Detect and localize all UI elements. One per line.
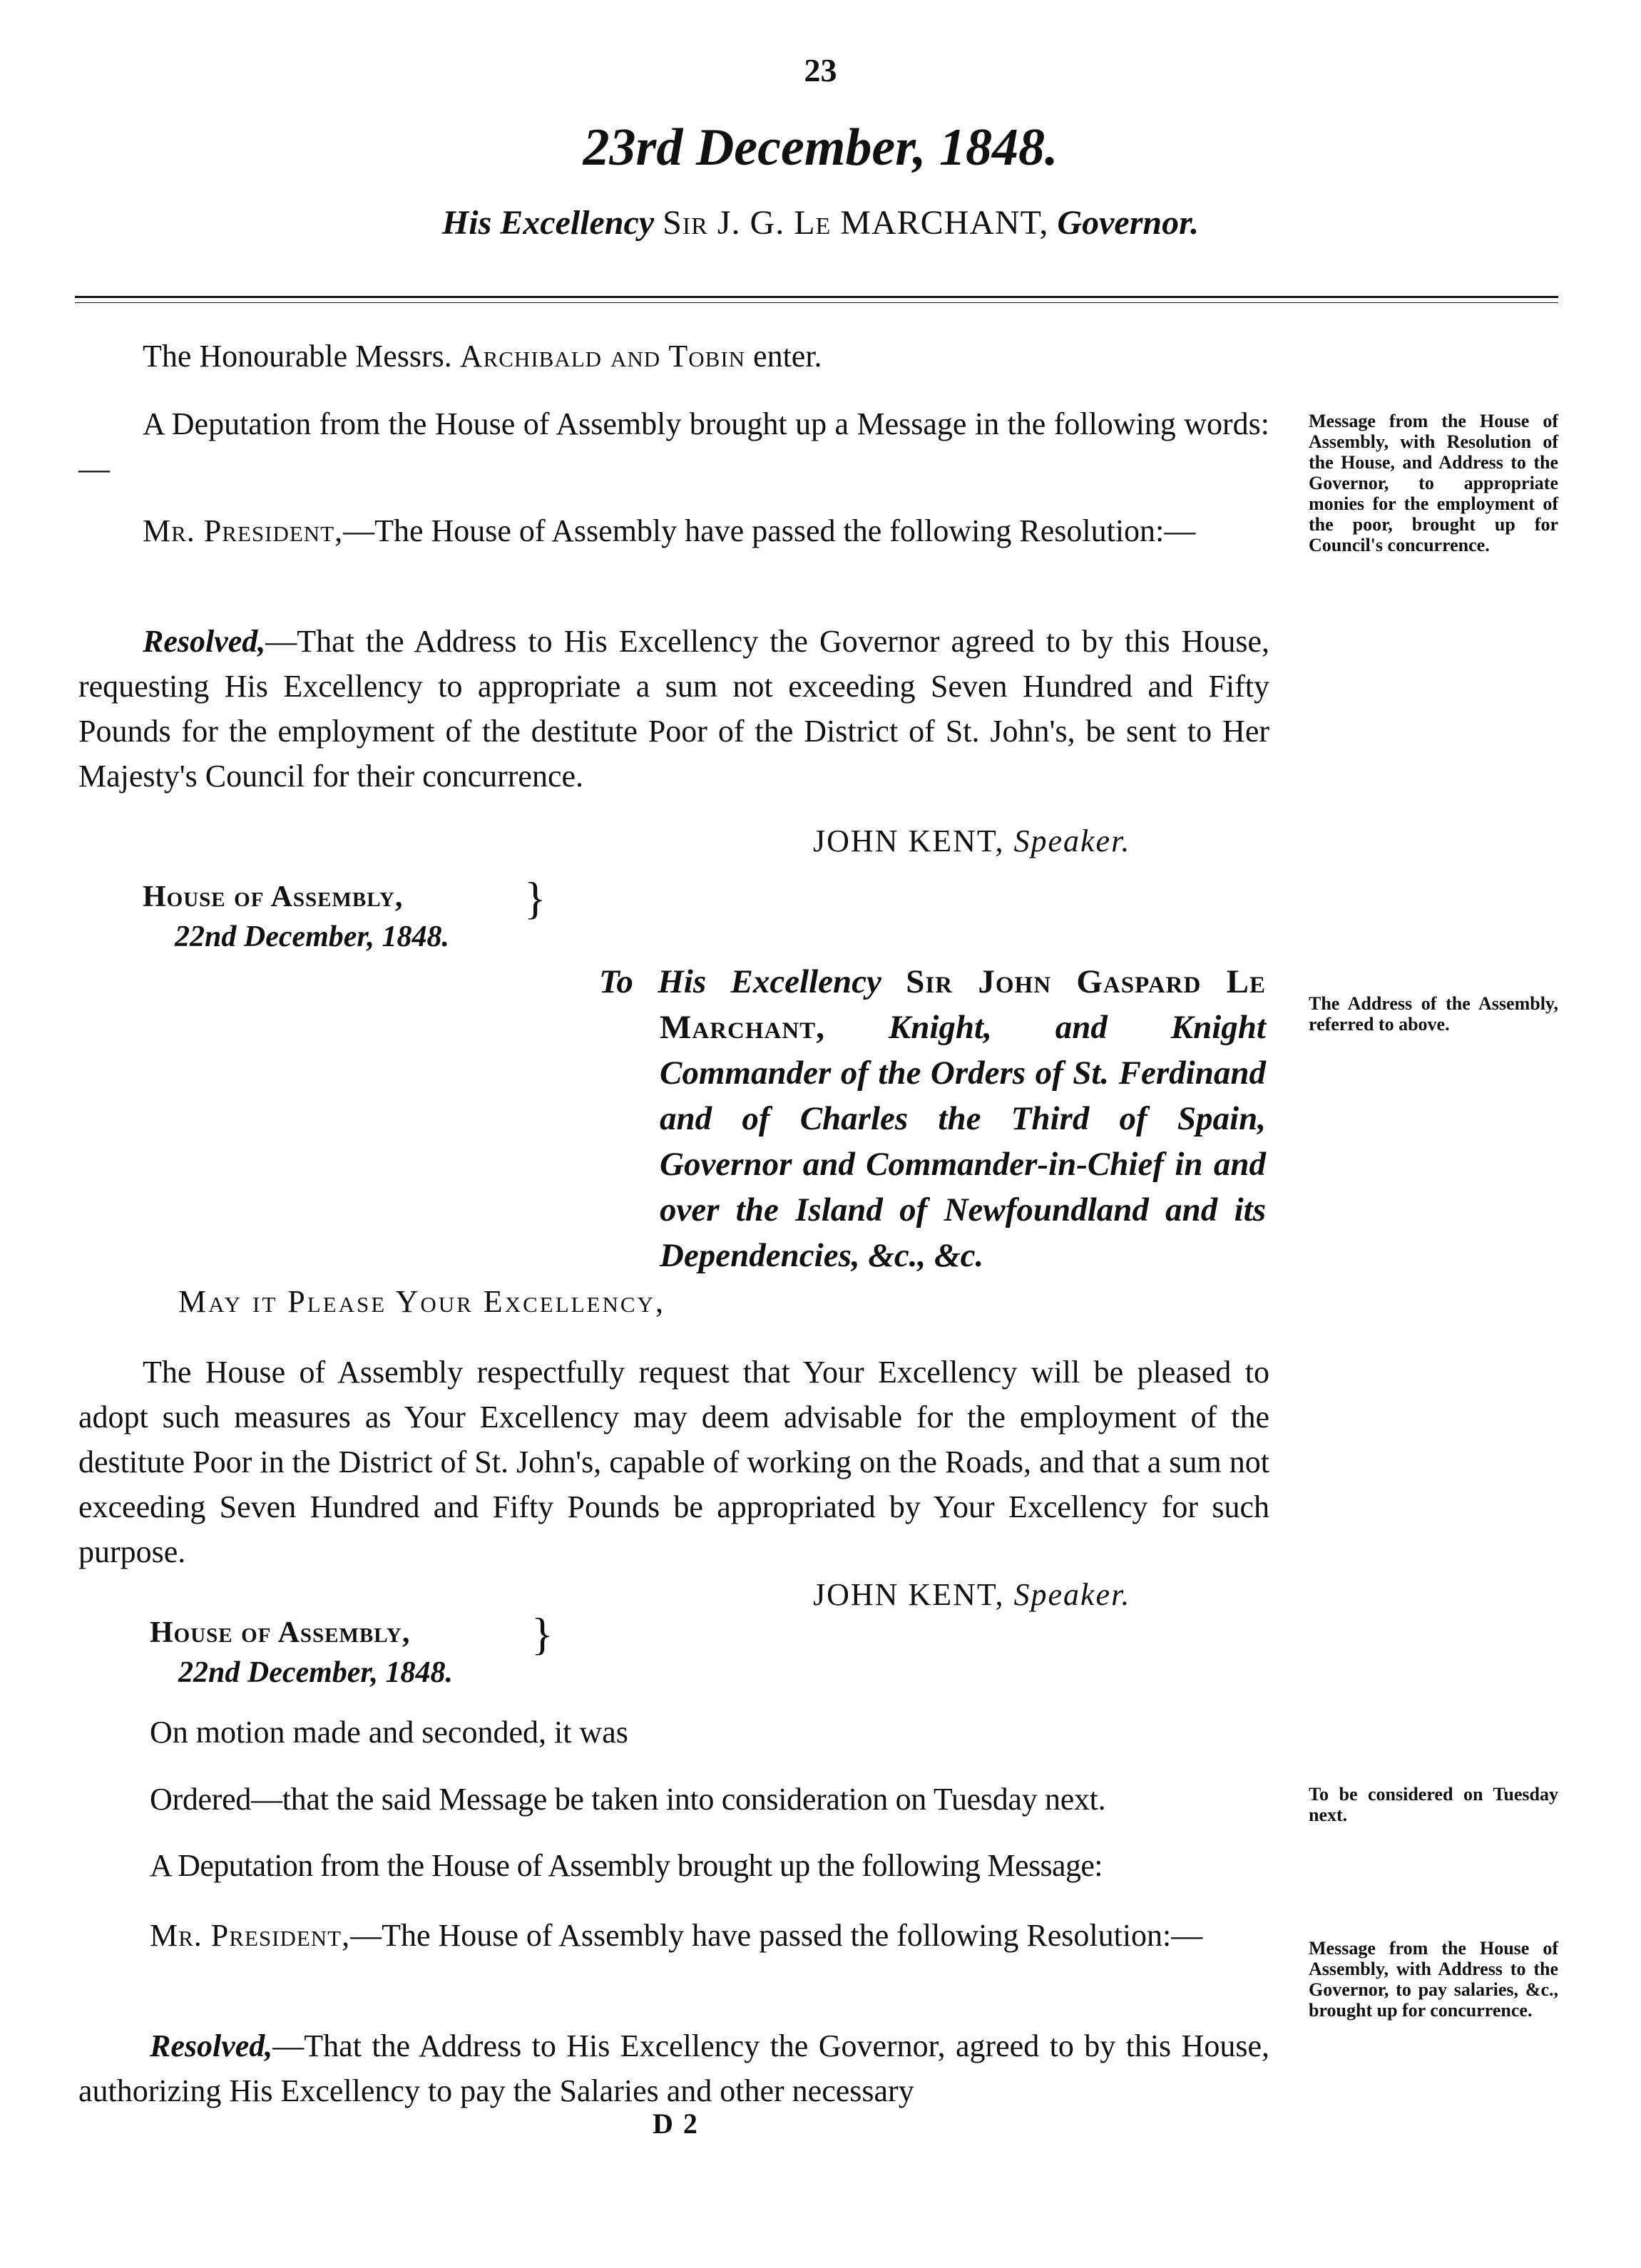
governor-prefix: His Excellency <box>441 204 655 242</box>
margin-note-4: Message from the House of Assembly, with Address to the Governor, to pay salaries, &c., brought up for concurrence. <box>1309 1938 1558 2021</box>
ordered-line: Ordered—that the said Message be taken into consideration on Tuesday next. <box>150 1782 1106 1817</box>
resolved-lead-1: Resolved, <box>143 624 266 659</box>
salutation: May it Please Your Excellency, <box>178 1284 665 1319</box>
house-dateline-2 <box>150 1613 453 1693</box>
house-2-line1: House of Assembly, <box>150 1616 411 1649</box>
members-tail: enter. <box>753 339 822 374</box>
members-names: Archibald and Tobin <box>459 339 746 374</box>
president-paragraph-2 <box>78 1913 1269 1958</box>
header-rule-thin <box>75 302 1558 303</box>
members-enter <box>143 334 1269 379</box>
president-lead-1: Mr. President, <box>143 513 344 548</box>
signature-title-2: Speaker. <box>1013 1577 1131 1612</box>
brace-1: } <box>524 873 546 923</box>
house-dateline-1 <box>143 877 449 957</box>
motion-line: On motion made and seconded, it was <box>150 1715 628 1750</box>
brace-2: } <box>531 1608 553 1659</box>
deputation-paragraph-2: A Deputation from the House of Assembly brought up the following Message: <box>150 1848 1103 1883</box>
house-1-line1: House of Assembly, <box>143 881 404 913</box>
address-rest: Knight, and Knight Commander of the Orders of St. Ferdinand and of Charles the Third of Spain, Governor and Commander-in-Chief in and over the Island of Newfoundland and its Dependencies, &c., &c. <box>660 1009 1266 1274</box>
margin-note-2: The Address of the Assembly, referred to above. <box>1309 993 1558 1035</box>
address-name: Sir John Gaspard Le Marchant, <box>660 963 1266 1046</box>
house-1-line2: 22nd December, 1848. <box>175 920 449 953</box>
date-heading: 23rd December, 1848. <box>583 118 1058 177</box>
address-honorific: His Excellency <box>658 963 881 1000</box>
resolved-paragraph-1 <box>78 619 1269 799</box>
resolved-text-2: —That the Address to His Excellency the Governor, agreed to by this House, authorizing His Excellency to pay the Salaries and other necessary <box>78 2028 1269 2108</box>
resolved-paragraph-2 <box>78 2023 1269 2113</box>
deputation-paragraph-1: A Deputation from the House of Assembly brought up a Message in the following words:— <box>78 406 1269 486</box>
resolved-text-1: —That the Address to His Excellency the Governor agreed to by this House, requesting His Excellency to appropriate a sum not exceeding Seven Hundred and Fifty Pounds for the employment of the destitute Poor of the District of St. John's, be sent to Her Majesty's Council for their concurrence. <box>78 624 1269 794</box>
signature-title-1: Speaker. <box>1013 823 1131 858</box>
house-2-line2: 22nd December, 1848. <box>178 1656 453 1689</box>
address-to-word: To <box>599 963 633 1000</box>
margin-note-3: To be considered on Tuesday next. <box>1309 1784 1558 1825</box>
governor-name: Sir J. G. Le MARCHANT, <box>663 204 1049 242</box>
president-text-2: —The House of Assembly have passed the following Resolution:— <box>350 1918 1203 1953</box>
signature-name-2: JOHN KENT, <box>813 1577 1005 1612</box>
signature-1 <box>813 819 1130 863</box>
page-number: 23 <box>804 52 837 88</box>
president-paragraph-1 <box>78 508 1269 553</box>
governor-line <box>0 203 1641 242</box>
governor-suffix: Governor. <box>1057 204 1200 242</box>
resolved-lead-2: Resolved, <box>150 2028 273 2063</box>
margin-note-1: Message from the House of Assembly, with Resolution of the House, and Address to the Governor, to appropriate monies for the employment of the poor, brought up for Council's concurrence. <box>1309 411 1558 555</box>
address-to <box>599 959 1266 1278</box>
president-lead-2: Mr. President, <box>150 1918 351 1953</box>
president-text-1: —The House of Assembly have passed the following Resolution:— <box>343 513 1196 548</box>
members-lead: The Honourable Messrs. <box>143 339 452 374</box>
signature-name-1: JOHN KENT, <box>813 823 1005 858</box>
signature-2 <box>813 1572 1130 1617</box>
signature-mark: D 2 <box>653 2108 699 2140</box>
address-body: The House of Assembly respectfully request that Your Excellency will be pleased to adopt such measures as Your Excellency may deem advisable for the employment of the destitute Poor in the District of St. John's, capable of working on the Roads, and that a sum not exceeding Seven Hundred and Fifty Pounds be appropriated by Your Excellency for such purpose. <box>78 1355 1269 1569</box>
header-rule-thick <box>75 296 1558 298</box>
